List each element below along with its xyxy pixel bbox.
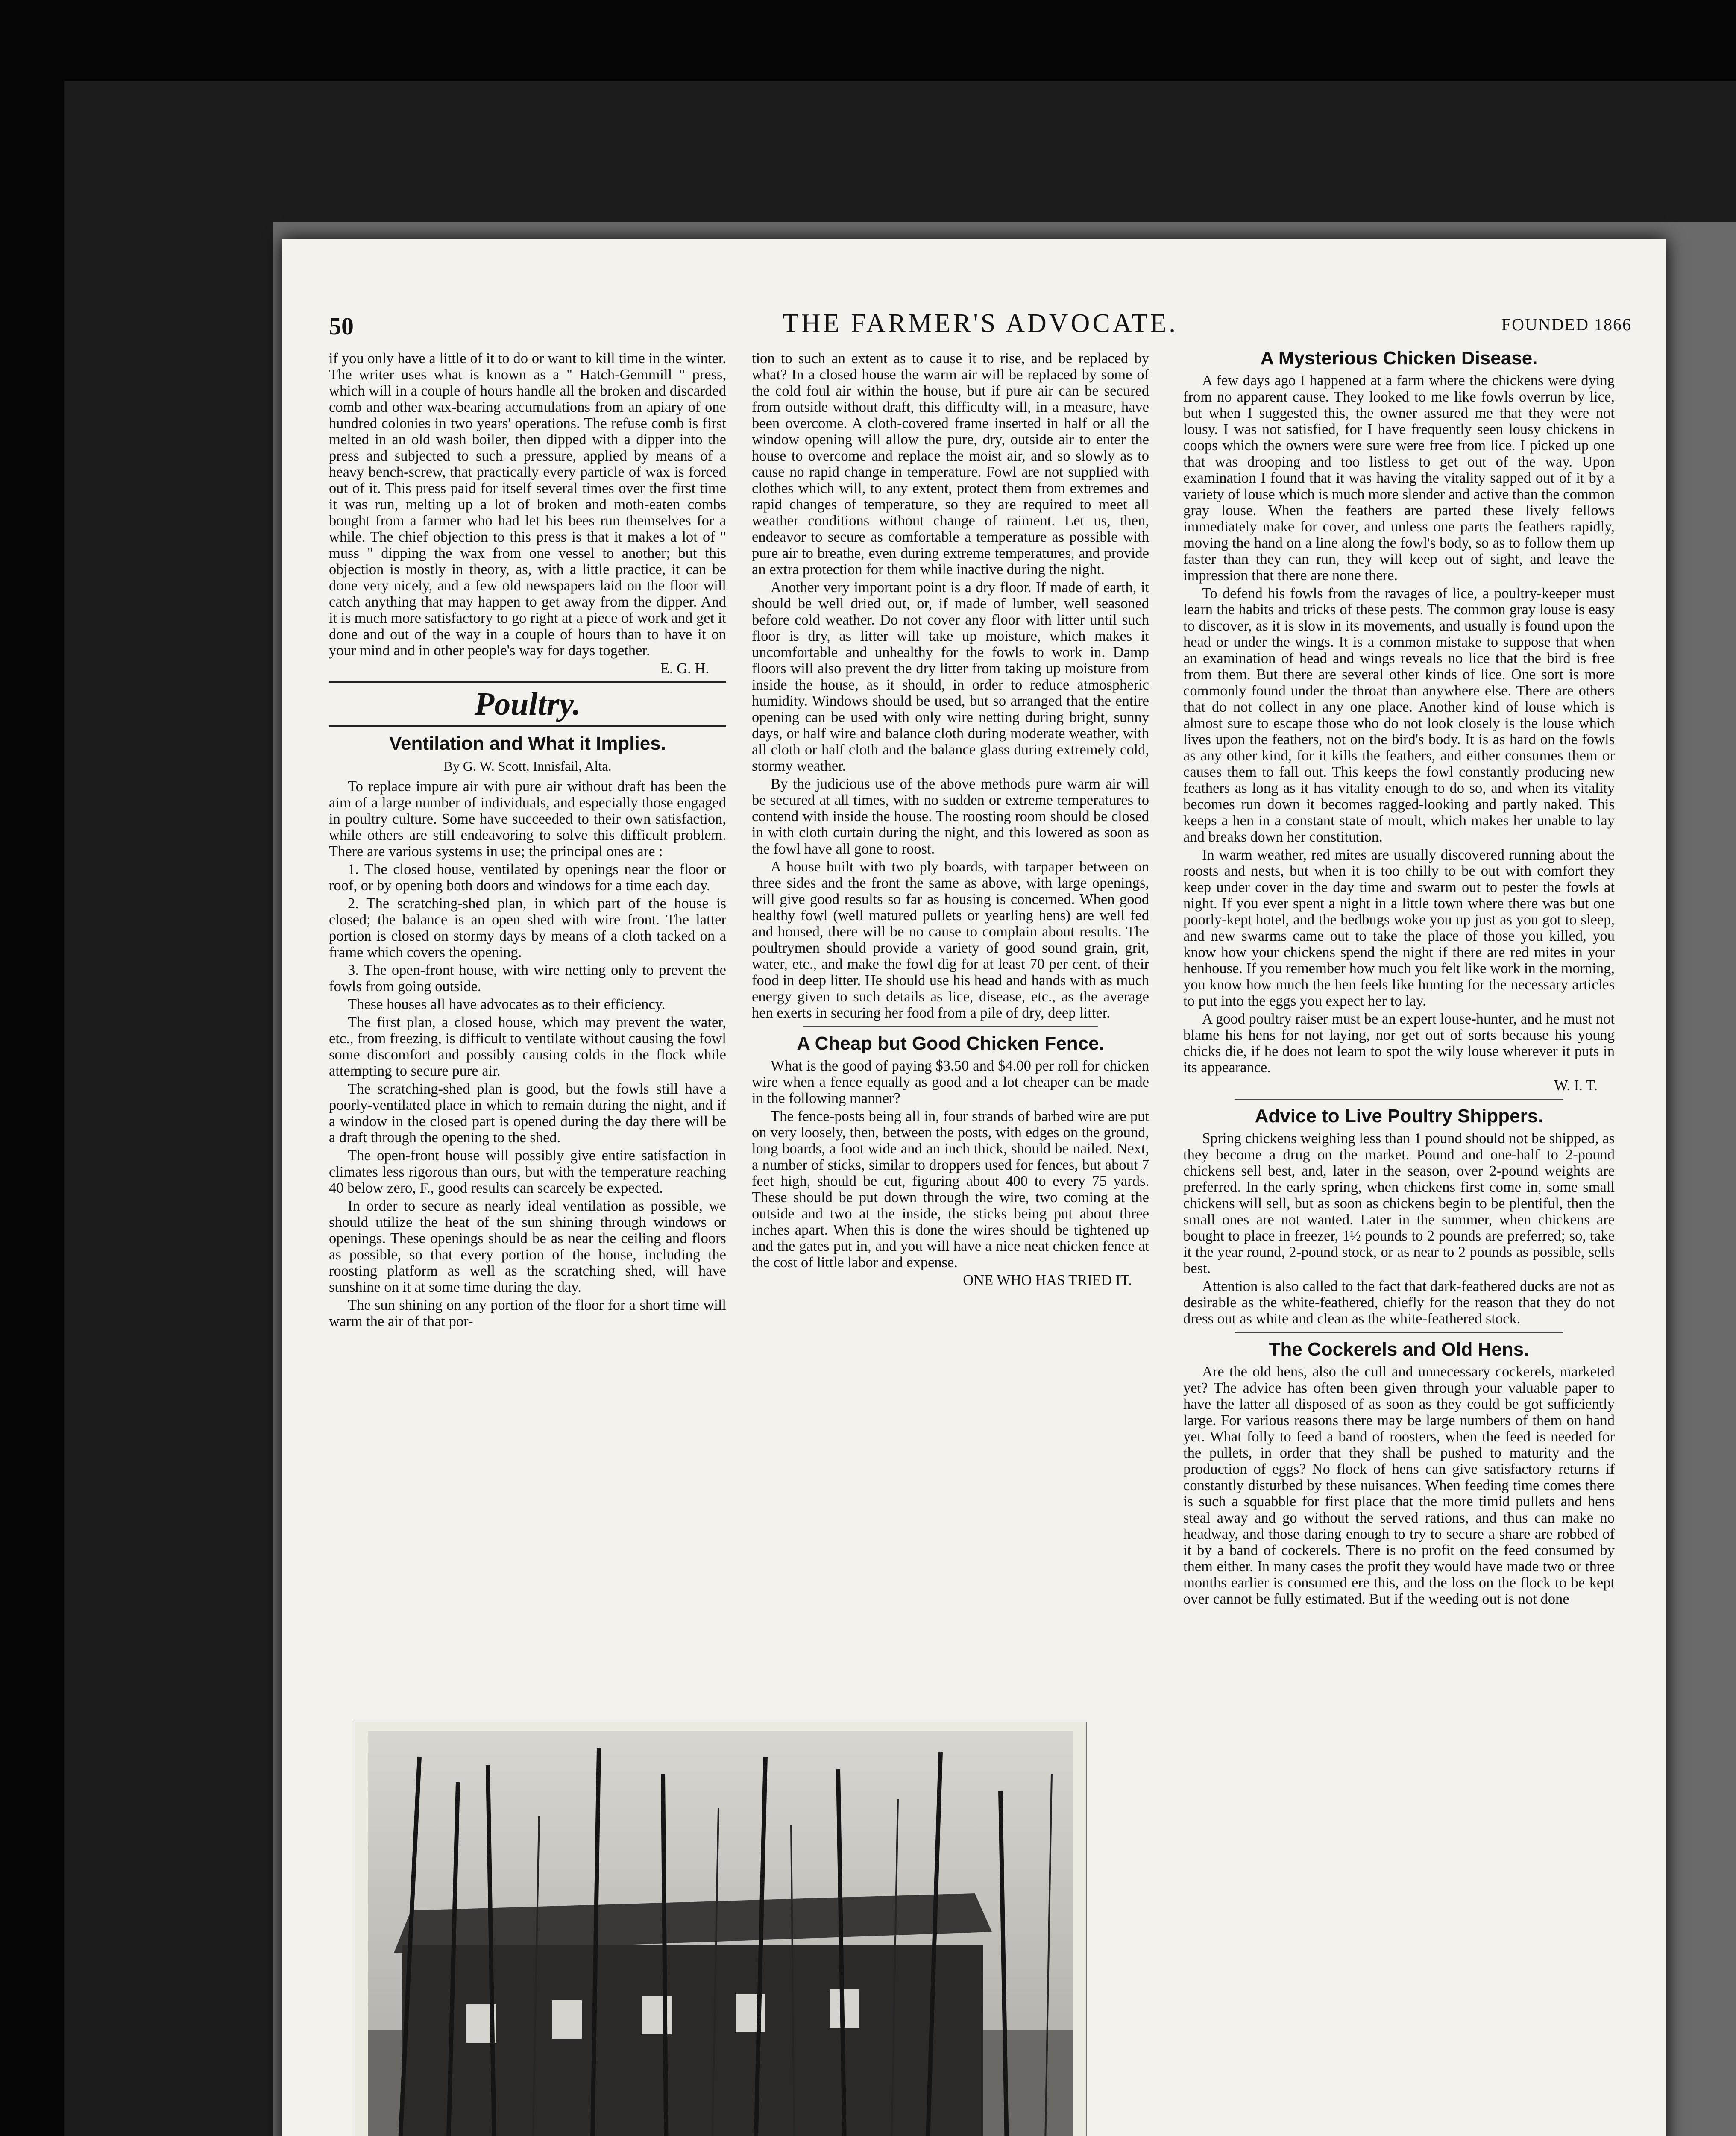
fence-signature: ONE WHO HAS TRIED IT. — [963, 1272, 1132, 1288]
disease-paragraph: To defend his fowls from the ravages of lice, a poultry-keeper must learn the habits and tricks of these pests. The common gray louse is easy to discover, as it is slow in its movements, and usually is found upon the head or under the wings. It is a common mistake to suppose that when an examination of head and wings reveals no lice that the bird is free from them. But there are several other kinds of lice. One sort is more commonly found under the throat than anywhere else. There are others that do not collect in any one place. Another kind of louse which is almost sure to escape those who do not look closely is the louse which lives upon the feathers, not on the bird's body. It is as hard on the fowls as any other kind, for it kills the feathers, and either consumes them or causes them to fall out. This keeps the fowl constantly producing new feathers as long as it has vitality enough to do so, and when its vitality becomes run down it becomes ragged-looking and partly naked. This keeps a hen in a constant state of moult, which makes her unable to lay and breaks down her constitution. — [1183, 585, 1615, 845]
page-number: 50 — [329, 312, 354, 340]
article-divider — [1235, 1099, 1563, 1100]
disease-paragraph: In warm weather, red mites are usually discovered running about the roosts and nests, but when it is too chilly to be out with comfort they keep under cover in the day time and swarm out to pester the fowls at night. If you ever spent a night in a little town where there was but one poorly-kept hotel, and the bedbugs woke you up just as you got to sleep, and new swarms came out to take the place of those you killed, you know how your chickens spend the night if there are red mites in your henhouse. If you remember how much you felt like work in the morning, you know how much the hen feels like hunting for the necessary articles to put into the eggs you expect her to lay. — [1183, 847, 1615, 1009]
ventilation-paragraph: The sun shining on any portion of the floor for a short time will warm the air of that por- — [329, 1297, 726, 1329]
ventilation-paragraph: 2. The scratching-shed plan, in which part of the house is closed; the balance is an open shed with wire front. The latter portion is closed on stormy days by means of a cloth tacked on a frame which covers the opening. — [329, 895, 726, 960]
newspaper-page — [282, 239, 1666, 2136]
article-title-cockerels: The Cockerels and Old Hens. — [1269, 1339, 1529, 1360]
section-rule-bottom — [329, 725, 726, 727]
wax-press-text: if you only have a little of it to do or want to kill time in the winter. The writer uses what is known as a " Hatch-Gemmill " press, which will in a couple of hours handle all the broken and discarded comb and other wax-bearing accumulations from an apiary of one hundred colonies in two years' operations. The refuse comb is first melted in an old wash boiler, then dipped with a dipper into the press and subjected to such a pressure, applied by means of a heavy bench-screw, that practically every particle of wax is forced out of it. This press paid for itself several times over the first time it was run, melting up a lot of broken and moth-eaten combs bought from a farmer who had let his bees run themselves for a while. The chief objection to this press is that it makes a lot of " muss " dipping the wax from one vessel to another; but this objection is mostly in theory, as, with a little practice, it can be done very nicely, and a few old newspapers laid on the floor will catch anything that may happen to get away from the dipper. And it is much more satisfactory to go right at a piece of work and get it done and out of the way in a couple of hours than to have it on your mind and in other people's way for days together. — [329, 350, 726, 659]
article-divider — [803, 1026, 1098, 1027]
shippers-paragraph: Attention is also called to the fact that dark-feathered ducks are not as desirable as the white-feathered, chiefly for the reason that they do not dress out as white and clean as the white-feathered stock. — [1183, 1278, 1615, 1327]
ventilation-paragraph: The first plan, a closed house, which may prevent the water, etc., from freezing, is difficult to ventilate without causing the fowl some discomfort and possibly causing colds in the flock while attempting to secure pure air. — [329, 1014, 726, 1079]
ventilation-paragraph: 1. The closed house, ventilated by openings near the floor or roof, or by opening both doors and windows for a time each day. — [329, 861, 726, 894]
poultry-house-photo — [368, 1731, 1073, 2136]
ventilation-paragraph: The scratching-shed plan is good, but the fowls still have a poorly-ventilated place in which to remain during the night, and if a window in the closed part is opened during the day there will be a draft through the opening to the shed. — [329, 1081, 726, 1146]
column-2 — [752, 350, 1149, 1709]
ventilation-paragraph: To replace impure air with pure air without draft has been the aim of a large number of individuals, and especially those engaged in poultry culture. Some have succeeded to their own satisfaction, while others are still endeavoring to solve this difficult problem. There are various systems in use; the principal ones are : — [329, 778, 726, 860]
wax-signature: E. G. H. — [660, 660, 709, 677]
fence-paragraph: What is the good of paying $3.50 and $4.00 per roll for chicken wire when a fence equally as good and a lot cheaper can be made in the following manner? — [752, 1058, 1149, 1106]
column-1 — [329, 350, 726, 1521]
ventilation-paragraph: These houses all have advocates as to their efficiency. — [348, 996, 666, 1012]
disease-paragraph: A few days ago I happened at a farm where the chickens were dying from no apparent cause. They looked to me like fowls overrun by lice, but when I suggested this, the owner assured me that they were not lousy. I was not satisfied, for I have frequently seen lousy chickens in coops which the owners were sure were free from lice. I picked up one that was drooping and too listless to get out of the way. Upon examination I found that it was having the vitality sapped out of it by a variety of louse which is much more slender and active than the common gray louse. When the feathers are parted these lively fellows immediately make for cover, and unless one parts the feathers rapidly, moving the hand on a line along the fowl's body, so as to follow them up faster than they can run, they will keep out of sight, and leave the impression that there are none there. — [1183, 373, 1615, 584]
article-title-ventilation: Ventilation and What it Implies. — [389, 733, 666, 754]
ventilation-paragraph: In order to secure as nearly ideal ventilation as possible, we should utilize the heat of the sun shining through windows or openings. These openings should be as near the ceiling and floors as possible, so that every portion of the house, including the roosting platform as well as the scratching shed, will have sunshine on it at some time during the day. — [329, 1198, 726, 1295]
section-heading-poultry: Poultry. — [474, 686, 581, 722]
column-3 — [1183, 350, 1615, 2136]
article-title-poultry-shippers: Advice to Live Poultry Shippers. — [1255, 1106, 1543, 1127]
article-byline: By G. W. Scott, Innisfail, Alta. — [443, 758, 612, 774]
article-title-chicken-disease: A Mysterious Chicken Disease. — [1260, 350, 1538, 369]
article-divider — [1235, 1332, 1563, 1333]
disease-signature: W. I. T. — [1554, 1077, 1598, 1094]
masthead-title: THE FARMER'S ADVOCATE. — [783, 309, 1178, 338]
photo-figure — [355, 1722, 1087, 2136]
cockerels-paragraph: Are the old hens, also the cull and unnecessary cockerels, marketed yet? The advice has often been given through your valuable paper to have the latter all disposed of as soon as they could be got sufficiently large. For various reasons there may be large numbers of them on hand yet. What folly to feed a band of roosters, when the feed is needed for the pullets, in order that they shall be pushed to maturity and the production of eggs? No flock of hens can give satisfactory returns if constantly disturbed by these nuisances. When feeding time comes there is such a squabble for first place that the more timid pullets and hens steal away and go without the served rations, and thus can make no headway, and those daring enough to try to secure a share are robbed of it by a band of cockerels. There is no profit on the feed consumed by them either. In many cases the profit they would have made two or three months earlier is consumed ere this, and the loss on the flock to be kept over cannot be fully estimated. But if the weeding out is not done — [1183, 1364, 1615, 1607]
ventilation-paragraph: 3. The open-front house, with wire netting only to prevent the fowls from going outside. — [329, 962, 726, 995]
shippers-paragraph: Spring chickens weighing less than 1 pound should not be shipped, as they become a drug on the market. Pound and one-half to 2-pound chickens sell best, and, later in the season, over 2-pound weights are preferred. In the early spring, when chickens first come in, some small chickens will sell, but as soon as chickens begin to be plentiful, then the small ones are not wanted. Later in the summer, when chickens are bought to place in freezer, 1½ pounds to 2 pounds are preferred; so, take it the year round, 2-pound stock, or as near to 2 pounds as possible, sells best. — [1183, 1130, 1615, 1276]
ventilation-paragraph: A house built with two ply boards, with tarpaper between on three sides and the front the same as above, with large openings, will give good results so far as housing is concerned. When good healthy fowl (well matured pullets or yearling hens) are well fed and housed, there will be no cause to complain about results. The poultrymen should provide a variety of good sound grain, grit, water, etc., and make the fowl dig for at least 70 per cent. of their food in deep litter. He should use his head and hands with as much energy given to such details as lice, disease, etc., as the average hen exerts in securing her food from a pile of dry, deep litter. — [752, 859, 1149, 1021]
ventilation-paragraph: Another very important point is a dry floor. If made of earth, it should be well dried out, or, if made of lumber, well seasoned before cold weather. Do not cover any floor with litter until such floor is dry, as litter will take up moisture, which makes it uncomfortable and unhealthy for the fowls to work in. Damp floors will also prevent the dry litter from taking up moisture from inside the house, as it should, in order to reduce atmospheric humidity. Windows should be used, but so arranged that the entire opening can be used with only wire netting during bright, sunny days, or half wire and balance cloth during moderate weather, with all cloth or half cloth and the balance glass during extremely cold, stormy weather. — [752, 579, 1149, 774]
page-header — [329, 309, 1632, 346]
ventilation-paragraph: By the judicious use of the above methods pure warm air will be secured at all times, with no sudden or extreme temperatures to contend with inside the house. The roosting room should be closed in with cloth curtain during the night, and this lowered as soon as the fowl have all gone to roost. — [752, 776, 1149, 857]
founded-year: FOUNDED 1866 — [1501, 315, 1632, 334]
section-rule-top — [329, 681, 726, 683]
article-title-chicken-fence: A Cheap but Good Chicken Fence. — [797, 1033, 1104, 1054]
ventilation-continued: tion to such an extent as to cause it to rise, and be replaced by what? In a closed house the warm air will be replaced by some of the cold foul air within the house, but if pure air can be secured from outside without draft, this difficulty will, in a measure, have been overcome. A cloth-covered frame inserted in half or all the window opening will allow the pure, dry, outside air to enter the house to overcome and replace the moist air, and so slowly as to cause no rapid change in temperature. Fowl are not supplied with clothes which will, to any extent, protect them from extremes and rapid changes of temperature, so they are required to meet all weather conditions without change of raiment. Let us, then, endeavor to secure as comfortable a temperature as possible with pure air to breathe, even during extreme temperatures, and provide an extra protection for them while inactive during the night. — [752, 350, 1149, 578]
ventilation-paragraph: The open-front house will possibly give entire satisfaction in climates less rigorous than ours, but with the temperature reaching 40 below zero, F., good results can scarcely be expected. — [329, 1147, 726, 1196]
fence-paragraph: The fence-posts being all in, four strands of barbed wire are put on very loosely, then, between the posts, with edges on the ground, long boards, a foot wide and an inch thick, should be nailed. Next, a number of sticks, similar to droppers used for fences, but about 7 feet high, should be cut, figuring about 400 to every 75 yards. These should be put down through the wire, two coming at the outside and two at the inside, the sticks being put about three inches apart. When this is done the wires should be tightened up and the gates put in, and you will have a nice neat chicken fence at the cost of little labor and expense. — [752, 1108, 1149, 1270]
disease-paragraph: A good poultry raiser must be an expert louse-hunter, and he must not blame his hens for not laying, nor get out of sorts because his young chicks die, if he does not learn to spot the wily louse wherever it puts in its appearance. — [1183, 1011, 1615, 1076]
